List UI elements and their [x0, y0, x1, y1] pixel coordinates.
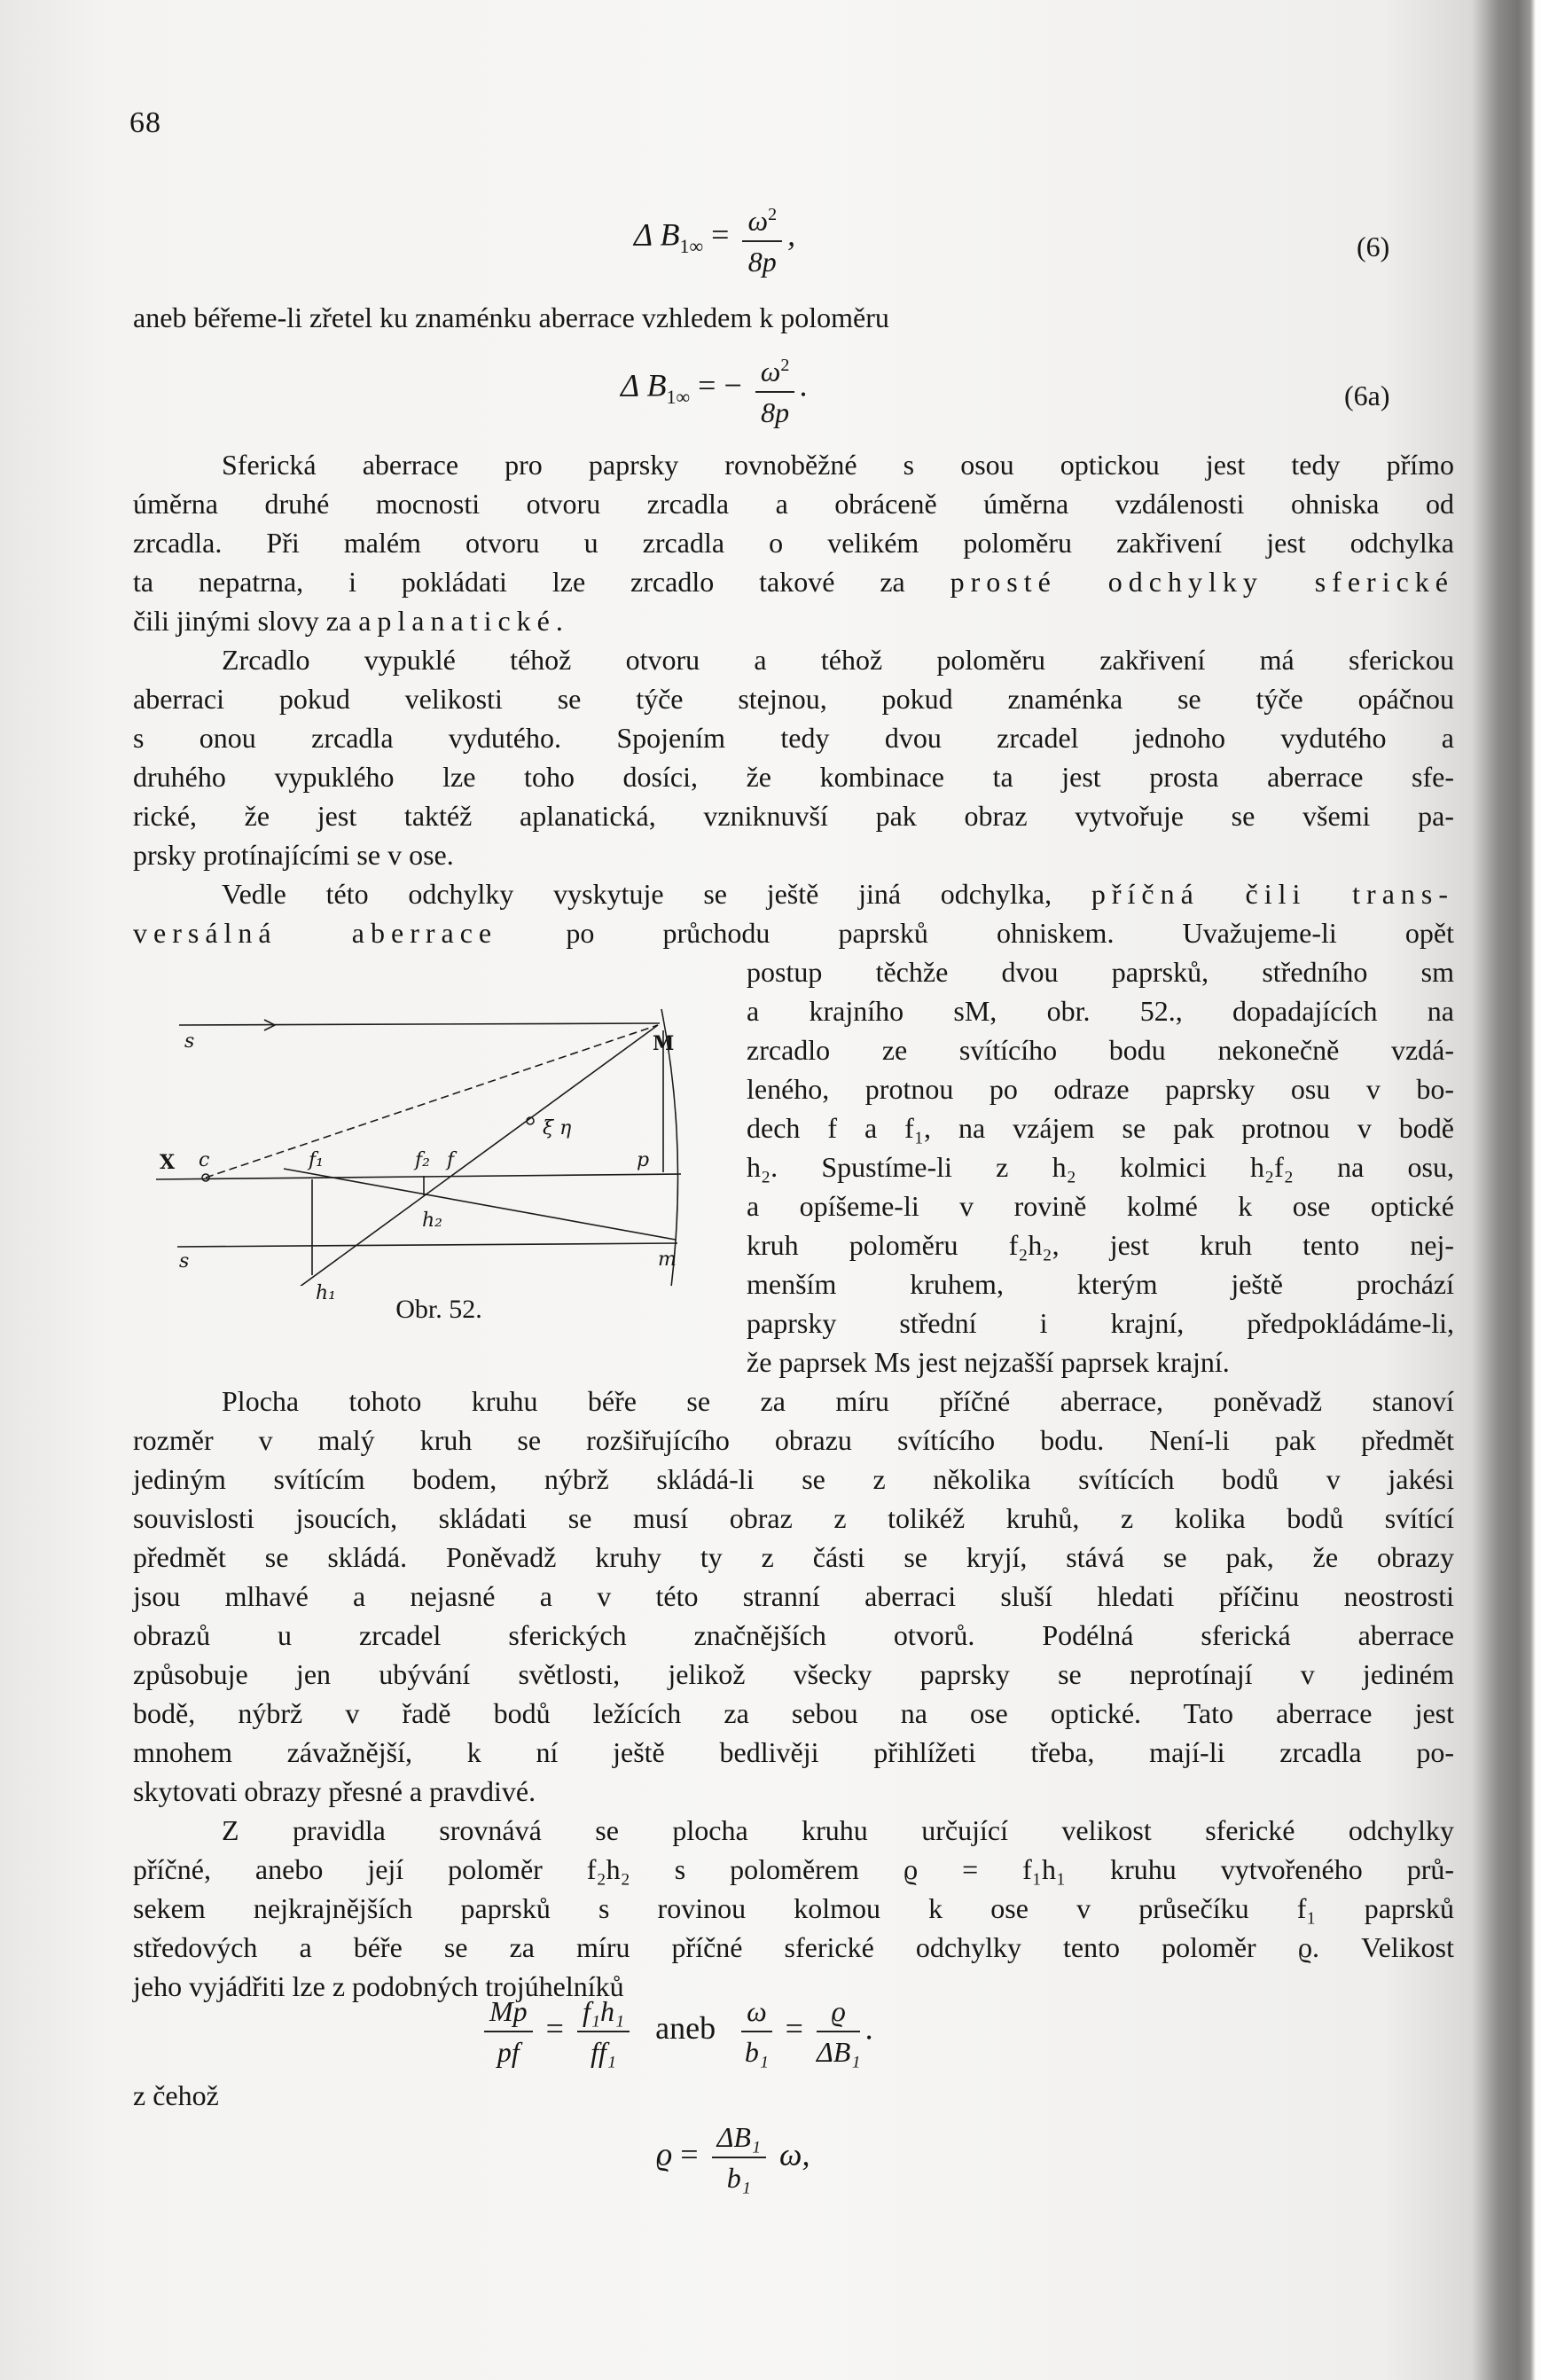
text-line: rické, že jest taktéž aplanatická, vzniknuvší pak obraz vytvořuje se všemi pa-	[133, 800, 1454, 832]
text-line: Zrcadlo vypuklé téhož otvoru a téhož poloměru zakřivení má sferickou	[222, 644, 1454, 676]
equals-sign: =	[698, 367, 716, 403]
numerator: f₁h₁	[577, 1993, 630, 2032]
fraction	[817, 1993, 860, 2070]
label-X: X	[160, 1151, 176, 1174]
spaced-emphasis: versálná aberrace	[133, 917, 498, 949]
text-line: zrcadlo ze svítícího bodu nekonečně vzdá-	[747, 1034, 1454, 1066]
numerator: Mp	[484, 1993, 533, 2032]
text-line: leného, protnou po odraze paprsky osu v bo-	[747, 1073, 1454, 1105]
numerator: ω	[747, 204, 769, 237]
text-line: postup těchže dvou paprsků, středního sm	[747, 956, 1454, 988]
equation-6a	[621, 348, 808, 430]
equation-variable: B	[660, 216, 680, 253]
text-line: zrcadla. Při malém otvoru u zrcadla o velikém poloměru zakřivení jest odchylka	[133, 527, 1454, 559]
text-line: Plocha tohoto kruhu béře se za míru příčné aberrace, poněvadž stanoví	[222, 1385, 1454, 1417]
numerator: ϱ	[817, 1993, 860, 2032]
denominator: b₁	[726, 2162, 751, 2194]
text-line	[133, 876, 1454, 912]
exponent: 2	[780, 356, 790, 375]
spaced-emphasis: prosté odchylky sferické	[950, 566, 1454, 598]
text-line: souvislosti jsoucích, skládati se musí obraz z tolikéž kruhů, z kolika bodů svítící	[133, 1502, 1454, 1534]
punctuation: .	[865, 2010, 874, 2047]
denominator: ff₁	[591, 2036, 616, 2068]
denominator: pf	[497, 2036, 520, 2068]
denominator: 8p	[761, 395, 790, 428]
text-line: úměrna druhé mocnosti otvoru zrcadla a obráceně úměrna vzdálenosti ohniska od	[133, 488, 1454, 520]
label-p: p	[637, 1149, 650, 1171]
fraction	[712, 2119, 766, 2196]
text-line	[133, 915, 1454, 951]
numerator: ΔB₁	[712, 2119, 766, 2158]
fraction	[741, 1993, 772, 2070]
text-line: a krajního sM, obr. 52., dopadajících na	[747, 995, 1454, 1027]
rho-symbol: ϱ	[656, 2136, 673, 2173]
text-line: předmět se skládá. Poněvadž kruhy ty z části se kryjí, stává se pak, že obrazy	[133, 1541, 1454, 1573]
text-line: jeho vyjádřiti lze z podobných trojúhelníků	[133, 1970, 624, 2002]
delta-symbol: Δ	[621, 367, 639, 403]
label-M: M	[653, 1032, 675, 1055]
text-line: sekem nejkrajnějších paprsků s rovinou kolmou k ose v průsečíku f₁ paprsků	[133, 1892, 1454, 1924]
denominator: b₁	[744, 2036, 769, 2068]
text-line: s onou zrcadla vydutého. Spojením tedy dvou zrcadel jednoho vydutého a	[133, 722, 1454, 754]
text-line: způsobuje jen ubývání světlosti, jelikož všecky paprsky se neprotínají v jediném	[133, 1658, 1454, 1690]
omega-symbol: ω	[779, 2136, 802, 2173]
text-line: že paprsek Ms jest nejzašší paprsek krajní.	[747, 1346, 1230, 1378]
label-f: f	[447, 1149, 455, 1171]
text-line: Sferická aberrace pro paprsky rovnoběžné s osou optickou jest tedy přímo	[222, 449, 1454, 481]
punctuation: ,	[787, 216, 796, 253]
text-line: h₂. Spustíme-li z h₂ kolmici h₂f₂ na osu,	[747, 1151, 1454, 1183]
page-number: 68	[129, 106, 161, 139]
equation-subscript: 1∞	[666, 385, 691, 408]
equation-result	[656, 2119, 810, 2196]
text-line: paprsky střední i krajní, předpokládáme-li,	[747, 1307, 1454, 1339]
text-line: menším kruhem, kterým ještě prochází	[747, 1268, 1454, 1300]
label-h1: h₁	[316, 1282, 336, 1304]
exponent: 2	[768, 205, 778, 224]
fraction	[755, 348, 795, 430]
spaced-emphasis: příčná čili trans-	[1091, 878, 1455, 910]
text-line: mnohem závažnější, k ní ještě bedlivěji přihlížeti třeba, mají-li zrcadla po-	[133, 1736, 1454, 1768]
label-m: m	[658, 1249, 677, 1271]
label-c: c	[199, 1149, 210, 1171]
label-f2: f₂	[415, 1149, 430, 1171]
text-line: kruh poloměru f₂h₂, jest kruh tento nej-	[747, 1229, 1454, 1261]
label-xi-eta: ξ η	[543, 1117, 572, 1139]
equation-number-6: (6)	[1357, 231, 1390, 262]
text-line: dech f a f₁, na vzájem se pak protnou v bodě	[747, 1112, 1454, 1144]
text-line: středových a béře se za míru příčné sferické odchylky tento poloměr ϱ. Velikost	[133, 1931, 1454, 1963]
text-line: aberraci pokud velikosti se týče stejnou, pokud znaménka se týče opáčnou	[133, 683, 1454, 715]
label-s-bottom: s	[179, 1250, 190, 1272]
text-line: z čehož	[133, 2079, 219, 2111]
equation-number-6a: (6a)	[1344, 380, 1390, 411]
text-line: skytovati obrazy přesné a pravdivé.	[133, 1775, 536, 1807]
equals-sign: =	[711, 216, 730, 253]
label-f1: f₁	[309, 1149, 324, 1171]
text-line: a opíšeme-li v rovině kolmé k ose optické	[747, 1190, 1454, 1222]
fraction	[577, 1993, 630, 2070]
text-span: Vedle této odchylky vyskytuje se ještě jiná odchylka,	[222, 878, 1052, 910]
fraction	[742, 197, 782, 279]
ray-diagram	[151, 993, 727, 1286]
text-span: po průchodu paprsků ohniskem. Uvažujeme-li opět	[566, 917, 1455, 949]
punctuation: .	[800, 367, 809, 403]
text-line: jediným svítícím bodem, nýbrž skládá-li se z několika svítících bodů v jakési	[133, 1463, 1454, 1495]
text-span: čili jinými slovy za	[133, 605, 352, 637]
label-s-top: s	[184, 1030, 195, 1053]
label-h2: h₂	[422, 1210, 442, 1232]
equation-similar-triangles	[479, 1993, 873, 2070]
text-span: ta nepatrna, i pokládati lze zrcadlo takové za	[133, 566, 905, 598]
text-line: obrazů u zrcadel sferických značnějších otvorů. Podélná sferická aberrace	[133, 1619, 1454, 1651]
text-line: příčné, anebo její poloměr f₂h₂ s poloměrem ϱ = f₁h₁ kruhu vytvořeného prů-	[133, 1853, 1454, 1885]
delta-symbol: Δ	[634, 216, 653, 253]
equation-6	[634, 197, 795, 279]
text-line: Z pravidla srovnává se plocha kruhu určující velikost sferické odchylky	[222, 1814, 1454, 1846]
punctuation: ,	[802, 2136, 810, 2173]
equation-variable: B	[646, 367, 667, 403]
text-line: bodě, nýbrž v řadě bodů ležících za sebou na ose optické. Tato aberrace jest	[133, 1697, 1454, 1729]
equals-sign: =	[785, 2010, 803, 2047]
text-line	[133, 564, 1454, 599]
numerator: ω	[741, 1993, 772, 2032]
figure-caption: Obr. 52.	[395, 1295, 482, 1324]
text-line	[133, 603, 1454, 638]
figure-52-mirror-diagram	[151, 993, 727, 1348]
equals-sign: =	[680, 2136, 699, 2173]
fraction	[484, 1993, 533, 2070]
minus-sign: −	[724, 367, 742, 403]
text-line: jsou mlhavé a nejasné a v této stranní aberraci sluší hledati příčinu neostrosti	[133, 1580, 1454, 1612]
numerator: ω	[760, 355, 781, 388]
denominator: ΔB₁	[816, 2036, 861, 2068]
spaced-emphasis: aplanatické.	[358, 605, 569, 637]
text-line: prsky protínajícími se v ose.	[133, 839, 454, 871]
connector-word: aneb	[655, 2010, 716, 2047]
text-line: druhého vypuklého lze toho dosíci, že kombinace ta jest prosta aberrace sfe-	[133, 761, 1454, 793]
equals-sign: =	[545, 2010, 564, 2047]
text-line: rozměr v malý kruh se rozšiřujícího obrazu svítícího bodu. Není-li pak předmět	[133, 1424, 1454, 1456]
denominator: 8p	[747, 245, 777, 278]
text-line: aneb béřeme-li zřetel ku znaménku aberrace vzhledem k poloměru	[133, 301, 889, 333]
equation-subscript: 1∞	[679, 234, 704, 257]
